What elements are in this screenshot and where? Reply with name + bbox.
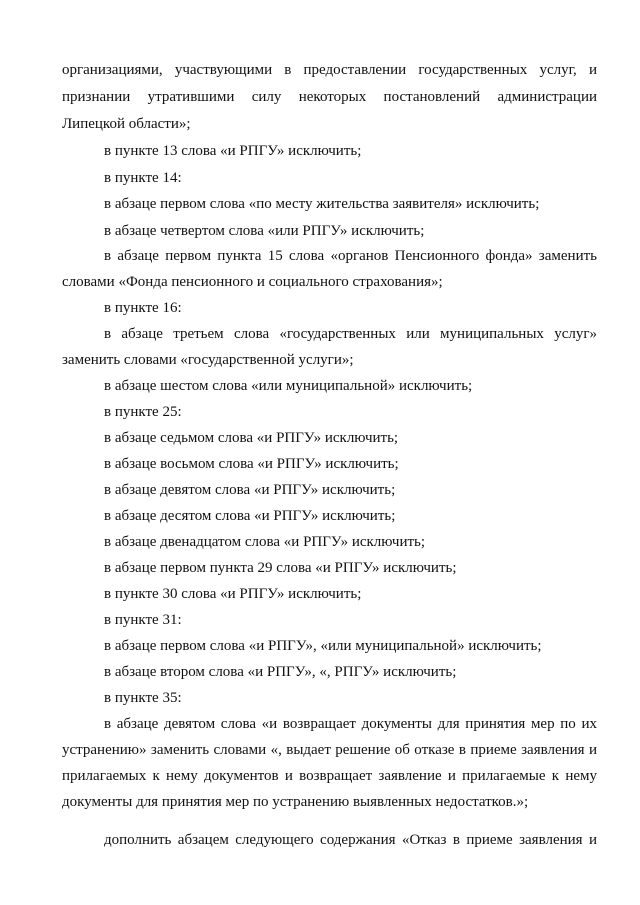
text-line: в абзаце восьмом слова «и РПГУ» исключить; xyxy=(104,456,399,472)
text-line: в пункте 25: xyxy=(104,404,182,420)
text-line: в абзаце четвертом слова «или РПГУ» исключить; xyxy=(104,223,425,239)
text-line: в абзаце десятом слова «и РПГУ» исключить; xyxy=(104,508,396,524)
text-line: Липецкой области»; xyxy=(62,116,191,132)
text-line: в абзаце первом слова «по месту жительства заявителя» исключить; xyxy=(104,196,540,212)
text-line: в пункте 13 слова «и РПГУ» исключить; xyxy=(104,143,362,159)
text-line: прилагаемых к нему документов и возвращает заявление и прилагаемые к нему xyxy=(62,768,597,784)
text-line: в абзаце втором слова «и РПГУ», «, РПГУ» исключить; xyxy=(104,664,457,680)
text-line: в абзаце двенадцатом слова «и РПГУ» исключить; xyxy=(104,534,426,550)
text-line: в абзаце девятом слова «и РПГУ» исключить; xyxy=(104,482,396,498)
text-line: устранению» заменить словами «, выдает решение об отказе в приеме заявления и xyxy=(62,742,597,758)
text-line: в абзаце девятом слова «и возвращает документы для принятия мер по их xyxy=(104,716,597,732)
text-line: документы для принятия мер по устранению выявленных недостатков.»; xyxy=(62,794,529,810)
text-line: в абзаце седьмом слова «и РПГУ» исключить; xyxy=(104,430,399,446)
text-line: в абзаце первом пункта 29 слова «и РПГУ» исключить; xyxy=(104,560,457,576)
text-line: словами «Фонда пенсионного и социального страхования»; xyxy=(62,274,443,290)
text-line: в пункте 14: xyxy=(104,170,182,186)
text-line: в абзаце третьем слова «государственных или муниципальных услуг» xyxy=(104,326,597,342)
text-line: в пункте 31: xyxy=(104,612,182,628)
text-line: дополнить абзацем следующего содержания «Отказ в приеме заявления и xyxy=(104,832,597,848)
text-line: в абзаце первом слова «и РПГУ», «или муниципальной» исключить; xyxy=(104,638,542,654)
text-line: заменить словами «государственной услуги»; xyxy=(62,352,354,368)
text-line: в пункте 16: xyxy=(104,300,182,316)
text-line: в абзаце шестом слова «или муниципальной» исключить; xyxy=(104,378,473,394)
text-line: в абзаце первом пункта 15 слова «органов Пенсионного фонда» заменить xyxy=(104,248,597,264)
text-line: в пункте 30 слова «и РПГУ» исключить; xyxy=(104,586,362,602)
text-line: организациями, участвующими в предоставлении государственных услуг, и xyxy=(62,62,597,78)
text-line: признании утратившими силу некоторых постановлений администрации xyxy=(62,89,597,105)
text-line: в пункте 35: xyxy=(104,690,182,706)
